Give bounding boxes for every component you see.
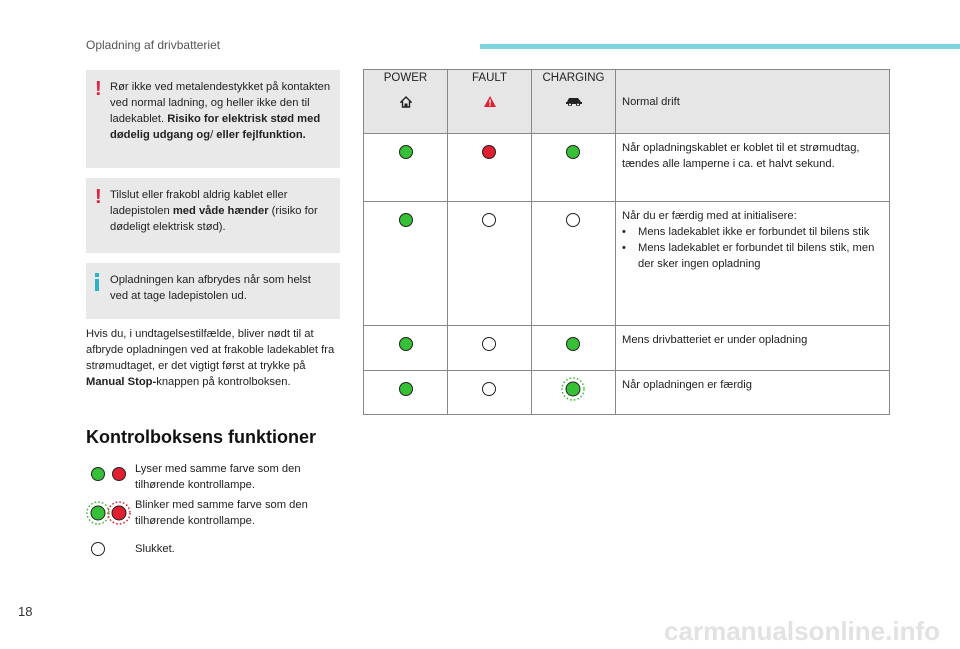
bullet-item [622, 240, 883, 272]
lamp-charging-blinking-icon [560, 376, 586, 402]
legend-text-on: Lyser med samme farve som den tilhørende kontrollampe. [135, 463, 301, 491]
table-row [364, 134, 890, 202]
warning-bold: Risiko for elektrisk stød med dødelig udgang og [110, 113, 321, 141]
legend-lamp-green [91, 467, 105, 481]
accent-bar [480, 44, 960, 49]
table-row [364, 202, 890, 326]
bullet-marker: • [622, 242, 626, 254]
warning-text: Rør ikke ved metalendestykket på kontakten ved normal ladning, og heller ikke den til ladekablet. [110, 81, 331, 125]
legend-lamp-red [112, 467, 126, 481]
col-charging-label: CHARGING [542, 72, 605, 84]
lamp-power-green [399, 382, 413, 396]
warning-icon: ! [95, 78, 102, 100]
info-icon [95, 273, 99, 291]
lamp-charging-green [566, 145, 580, 159]
info-text: Opladningen kan afbrydes når som helst ved at tage ladepistolen ud. [110, 274, 311, 302]
warning-text-end: (risiko for dødeligt elektrisk stød). [110, 205, 318, 233]
row-description: Når opladningen er færdig [622, 379, 752, 391]
warning-box-2 [86, 178, 340, 253]
page-number: 18 [18, 604, 33, 619]
warning-slash: / [210, 129, 217, 141]
warning-icon: ! [95, 186, 102, 208]
col-fault [448, 70, 532, 134]
lamp-power-green [399, 213, 413, 227]
lamp-status-table [363, 69, 890, 415]
col-power [364, 70, 448, 134]
table-row [364, 326, 890, 371]
warning-bold: med våde hænder [172, 205, 269, 217]
row-description: Når opladningskablet er koblet til et strømudtag, tændes alle lamperne i ca. et halvt sekund. [622, 142, 860, 170]
bullet-marker: • [622, 226, 626, 238]
legend-text-blink: Blinker med samme farve som den tilhørende kontrollampe. [135, 499, 308, 527]
warning-triangle-icon [484, 96, 496, 107]
info-box [86, 263, 340, 319]
watermark: carmanualsonline.info [664, 616, 940, 646]
lamp-fault-off [482, 337, 496, 351]
col-charging [532, 70, 616, 134]
body-paragraph [86, 326, 344, 390]
row-description: Mens drivbatteriet er under opladning [622, 334, 808, 346]
bullet-text: Mens ladekablet er forbundet til bilens stik, men der sker ingen opladning [638, 242, 875, 270]
legend-lamp-off [91, 542, 105, 556]
col-fault-label: FAULT [472, 72, 507, 84]
paragraph-end: knappen på kontrolboksen. [156, 376, 291, 388]
bullet-item [622, 224, 883, 240]
legend-text-off: Slukket. [135, 543, 175, 555]
lamp-charging-off [566, 213, 580, 227]
lamp-charging-green [566, 337, 580, 351]
col-description [616, 70, 890, 134]
col-power-label: POWER [383, 72, 428, 84]
paragraph-text: Hvis du, i undtagelsestilfælde, bliver nødt til at afbryde opladningen ved at frakoble ladekablet fra strømudtaget, er det vigtigt først at trykke på [86, 328, 335, 372]
row-description [616, 202, 889, 272]
warning-box-1 [86, 70, 340, 168]
row-description-intro: Når du er færdig med at initialisere: [622, 210, 797, 222]
table-row [364, 371, 890, 415]
paragraph-bold: Manual Stop- [86, 376, 157, 388]
lamp-power-green [399, 145, 413, 159]
bullet-text: Mens ladekablet ikke er forbundet til bilens stik [638, 226, 870, 238]
lamp-power-green [399, 337, 413, 351]
normal-operation-label: Normal drift [622, 95, 680, 108]
section-heading: Kontrolboksens funktioner [86, 427, 317, 447]
warning-text: Tilslut eller frakobl aldrig kablet eller ladepistolen [110, 189, 288, 217]
car-icon [565, 96, 583, 106]
lamp-fault-red [482, 145, 496, 159]
legend-blink-red-icon [106, 500, 132, 526]
section-title: Opladning af drivbatteriet [86, 38, 221, 52]
house-icon [400, 96, 412, 108]
lamp-fault-off [482, 213, 496, 227]
table-header-row [364, 70, 890, 134]
warning-bold-2: eller fejlfunktion. [216, 129, 306, 141]
lamp-fault-off [482, 382, 496, 396]
